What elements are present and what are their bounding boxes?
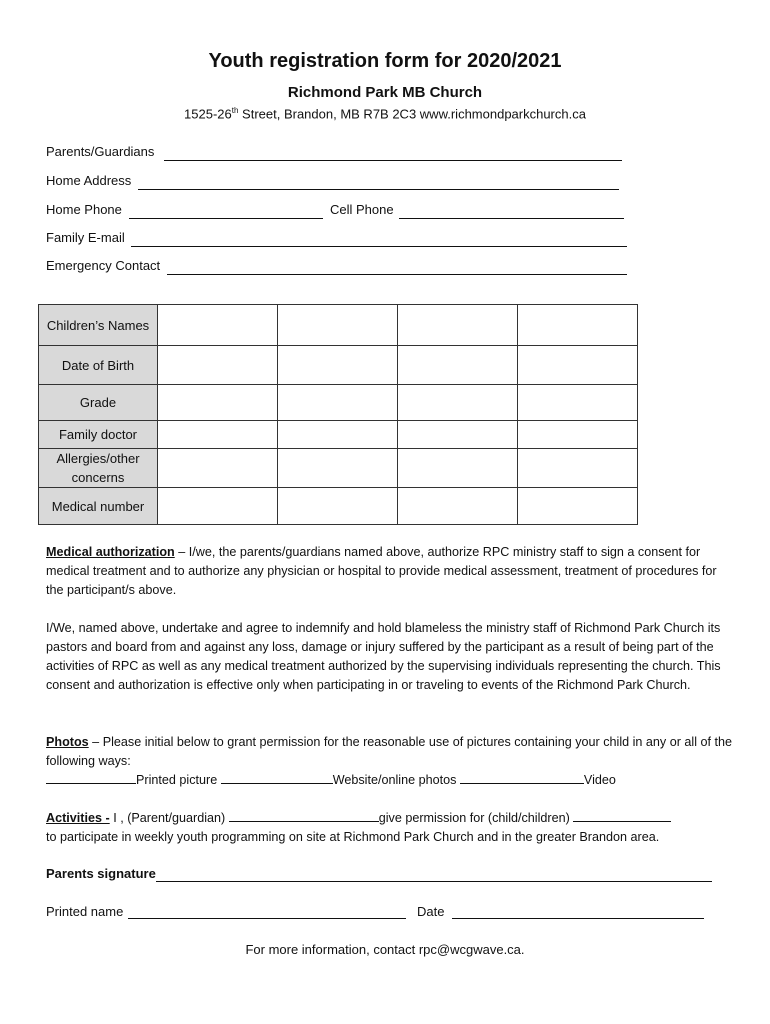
table-cell[interactable] [398, 385, 518, 421]
cell-phone-label: Cell Phone [330, 202, 394, 217]
children-table [38, 304, 638, 525]
table-cell[interactable] [518, 385, 638, 421]
table-cell[interactable] [398, 421, 518, 449]
photos-section [46, 733, 736, 771]
table-cell[interactable] [158, 305, 278, 346]
table-cell[interactable] [158, 449, 278, 488]
table-cell[interactable] [398, 488, 518, 525]
row-label-grade: Grade [39, 385, 158, 421]
table-cell[interactable] [158, 488, 278, 525]
parents-signature-field [46, 866, 156, 881]
table-row [39, 346, 638, 385]
row-label-dob: Date of Birth [39, 346, 158, 385]
activities-section [46, 809, 736, 847]
address-suffix: Street, Brandon, MB R7B 2C3 www.richmondparkchurch.ca [238, 106, 586, 122]
table-cell[interactable] [518, 488, 638, 525]
activities-text-1: I , (Parent/guardian) [109, 811, 229, 825]
church-address [0, 106, 770, 121]
table-cell[interactable] [398, 449, 518, 488]
family-email-label: Family E-mail [46, 230, 125, 245]
video-initial[interactable] [460, 771, 584, 784]
date-input[interactable] [452, 904, 704, 919]
table-cell[interactable] [518, 305, 638, 346]
parents-input[interactable] [164, 146, 622, 161]
address-prefix: 1525-26 [184, 106, 232, 122]
church-name: Richmond Park MB Church [287, 84, 483, 101]
medical-heading: Medical authorization [46, 545, 175, 559]
table-row [39, 488, 638, 525]
home-address-field [46, 173, 131, 191]
row-label-doctor: Family doctor [39, 421, 158, 449]
printed-name-label: Printed name [46, 904, 124, 919]
table-cell[interactable] [398, 305, 518, 346]
activities-text-2: give permission for (child/children) [378, 811, 574, 825]
parents-field [46, 144, 154, 162]
form-title: Youth registration form for 2020/2021 [208, 50, 562, 72]
parents-signature-input[interactable] [156, 867, 712, 882]
table-row [39, 305, 638, 346]
family-email-input[interactable] [131, 232, 627, 247]
date-field [417, 904, 444, 919]
video-label: Video [583, 773, 616, 787]
address-ordinal: th [231, 106, 239, 115]
row-label-medical-number: Medical number [39, 488, 158, 525]
photos-options [46, 771, 736, 790]
children-input[interactable] [573, 809, 671, 822]
home-address-label: Home Address [46, 173, 132, 188]
table-cell[interactable] [518, 449, 638, 488]
table-cell[interactable] [278, 421, 398, 449]
row-label-allergies: Allergies/other concerns [39, 449, 158, 488]
table-cell[interactable] [518, 346, 638, 385]
emergency-field [46, 258, 160, 276]
table-cell[interactable] [278, 346, 398, 385]
home-phone-label: Home Phone [46, 202, 122, 217]
table-cell[interactable] [158, 421, 278, 449]
table-cell[interactable] [158, 385, 278, 421]
printed-name-field [46, 904, 123, 919]
activities-text-3: to participate in weekly youth programming on site at Richmond Park Church and in the greater Brandon area. [46, 830, 660, 844]
home-phone-field [46, 202, 122, 220]
parents-label: Parents/Guardians [46, 144, 155, 159]
row-label-names: Children’s Names [39, 305, 158, 346]
cell-phone-field [330, 202, 394, 220]
table-cell[interactable] [278, 449, 398, 488]
table-cell[interactable] [278, 305, 398, 346]
family-email-field [46, 230, 125, 248]
cell-phone-input[interactable] [399, 204, 624, 219]
activities-heading: Activities - [46, 811, 110, 825]
footer-contact: For more information, contact rpc@wcgwave.ca. [245, 942, 525, 957]
website-photos-label: Website/online photos [332, 773, 457, 787]
table-cell[interactable] [158, 346, 278, 385]
photos-heading: Photos [46, 735, 89, 749]
table-cell[interactable] [278, 488, 398, 525]
printed-name-input[interactable] [128, 904, 406, 919]
date-label: Date [417, 904, 445, 919]
parent-guardian-input[interactable] [229, 809, 379, 822]
table-cell[interactable] [398, 346, 518, 385]
medical-authorization [46, 543, 736, 600]
table-cell[interactable] [518, 421, 638, 449]
indemnity-paragraph: I/We, named above, undertake and agree to indemnify and hold blameless the ministry staff of Richmond Park Church its pastors and board from and against any loss, damage or injury suffered by the participant as a result of being part of the activities of RPC as well as any medical treatment authorized by the supervising individuals representing the church. This consent and authorization is effective only when participating in or traveling to events of the Richmond Park Church. [46, 621, 721, 692]
table-row [39, 421, 638, 449]
table-row [39, 385, 638, 421]
home-address-input[interactable] [138, 175, 619, 190]
emergency-input[interactable] [167, 260, 627, 275]
table-cell[interactable] [278, 385, 398, 421]
website-photos-initial[interactable] [221, 771, 333, 784]
parents-signature-label: Parents signature [46, 866, 156, 881]
printed-picture-initial[interactable] [46, 771, 136, 784]
emergency-label: Emergency Contact [46, 258, 161, 273]
photos-text: – Please initial below to grant permission for the reasonable use of pictures containing your child in any or all of the following ways: [46, 735, 733, 768]
medical-text: – I/we, the parents/guardians named above, authorize RPC ministry staff to sign a consent for medical treatment and to authorize any physician or hospital to provide medical assessment, treatment of procedures for the participant/s above. [46, 545, 717, 597]
printed-picture-label: Printed picture [136, 773, 218, 787]
table-row [39, 449, 638, 488]
home-phone-input[interactable] [129, 204, 323, 219]
